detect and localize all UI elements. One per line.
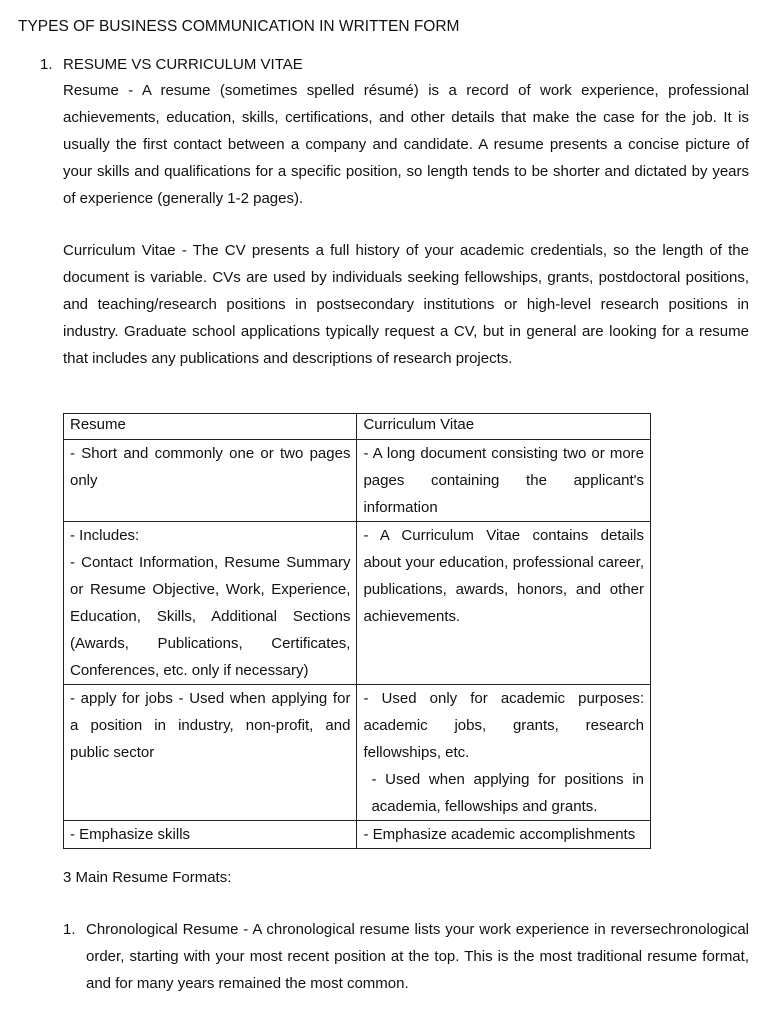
cell-text: - Emphasize academic accomplishments [363,826,636,843]
table-cell-resume [64,522,357,685]
resume-formats-heading: 3 Main Resume Formats: [63,869,232,886]
cell-text: - Includes: [70,527,140,544]
section-heading-resume-vs-cv [40,55,303,75]
cell-text: - Contact Information, Resume Summary or Resume Objective, Work, Experience, Education, Skills, Additional Sections (Awards, Publications, Certificates, Conferences, etc. only if necessary) [70,554,351,679]
paragraph-cv-definition: Curriculum Vitae - The CV presents a full history of your academic credentials, so the length of the document is variable. CVs are used by individuals seeking fellowships, grants, postdoctoral positions, and teaching/research positions in postsecondary institutions or high-level research positions in industry. Graduate school applications typically request a CV, but in general are looking for a resume that includes any publications and descriptions of research projects. [63,242,749,367]
table-cell-resume [64,685,357,821]
table-cell-cv [357,685,651,821]
table-row [64,685,651,821]
list-item [63,916,749,997]
table-row [64,440,651,522]
cell-text: - Emphasize skills [70,826,191,843]
list-item-text: Chronological Resume - A chronological resume lists your work experience in reversechronological order, starting with your most recent position at the top. This is the most traditional resume format, and for many years remained the most common. [86,921,749,992]
section-number: 1. [40,56,53,73]
table-cell-cv [357,440,651,522]
table-cell-resume [64,821,357,849]
paragraph-resume-definition: Resume - A resume (sometimes spelled résumé) is a record of work experience, professional achievements, education, skills, certifications, and other details that make the case for the job. It is usually the first contact between a company and candidate. A resume presents a concise picture of your skills and qualifications for a specific position, so length tends to be shorter and dictated by years of experience (generally 1-2 pages). [63,82,749,207]
table-cell-resume [64,440,357,522]
cell-text: - A Curriculum Vitae contains details about your education, professional career, publications, awards, honors, and other achievements. [363,527,644,625]
cell-text: - apply for jobs - Used when applying for a position in industry, non-profit, and public sector [70,690,351,761]
document-title: TYPES OF BUSINESS COMMUNICATION IN WRITTEN FORM [18,18,460,35]
cell-text: - Used when applying for positions in academia, fellowships and grants. [371,771,644,815]
table-cell-cv [357,522,651,685]
cell-text: - Used only for academic purposes: academic jobs, grants, research fellowships, etc. [363,690,644,761]
table-row [64,522,651,685]
comparison-table [63,413,651,849]
section-heading-text: RESUME VS CURRICULUM VITAE [63,56,303,73]
list-item-number: 1. [63,921,76,938]
table-header-row [64,414,651,440]
cell-text: - Short and commonly one or two pages only [70,445,351,489]
cell-text: - A long document consisting two or more pages containing the applicant's information [363,445,644,516]
table-row [64,821,651,849]
table-header-resume: Resume [64,414,357,440]
table-header-cv: Curriculum Vitae [357,414,651,440]
table-cell-cv [357,821,651,849]
